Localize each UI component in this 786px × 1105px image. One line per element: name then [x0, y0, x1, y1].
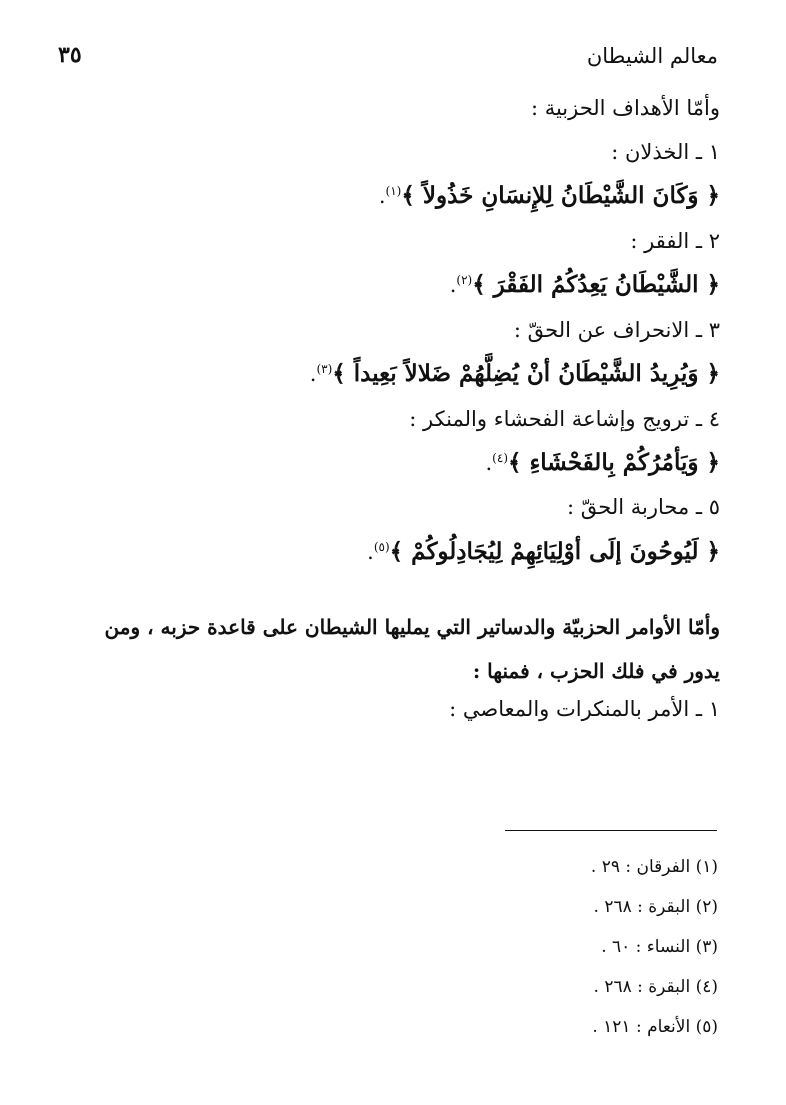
- goal-5-heading: ٥ ـ محاربة الحقّ :: [567, 495, 720, 520]
- footnote-separator: [505, 830, 717, 831]
- quran-verse: ﴿ وَكَانَ الشَّيْطَانُ لِلإِنسَانِ خَذُولاً ﴾: [401, 182, 720, 210]
- footnote-ref: (٢): [456, 273, 473, 288]
- verse-period: .: [485, 450, 493, 475]
- goal-1-heading: ١ ـ الخذلان :: [611, 140, 720, 165]
- footnote-ref: (٣): [316, 361, 333, 376]
- quran-verse: ﴿ وَيَأمُرُكُمْ بِالفَحْشَاءِ ﴾: [508, 448, 720, 476]
- footnote-2: (٢) البقرة : ٢٦٨ .: [593, 897, 718, 917]
- footnote-ref: (١): [385, 184, 402, 199]
- goal-3-verse: [60, 360, 720, 388]
- verse-period: .: [378, 184, 386, 209]
- goal-4-heading: ٤ ـ ترويج وإشاعة الفحشاء والمنكر :: [409, 406, 720, 431]
- goal-3-heading: ٣ ـ الانحراف عن الحقّ :: [513, 317, 720, 342]
- quran-verse: ﴿ الشَّيْطَانُ يَعِدُكُمُ الفَقْرَ ﴾: [472, 271, 720, 299]
- order-1-heading: ١ ـ الأمر بالمنكرات والمعاصي :: [449, 697, 720, 722]
- footnote-1: (١) الفرقان : ٢٩ .: [590, 857, 718, 877]
- goal-5-verse: [60, 538, 720, 566]
- quran-verse: ﴿ وَيُرِيدُ الشَّيْطَانُ أنْ يُضِلَّهُمْ ضَلالاً بَعِيداً ﴾: [332, 359, 720, 387]
- orders-paragraph-line-2: يدور في فلك الحزب ، فمنها :: [472, 659, 720, 684]
- verse-period: .: [449, 273, 457, 298]
- verse-period: .: [367, 539, 374, 564]
- goal-2-verse: [60, 271, 720, 299]
- footnote-5: (٥) الأنعام : ١٢١ .: [592, 1017, 718, 1037]
- footnote-ref: (٤): [492, 450, 508, 465]
- verse-period: .: [309, 361, 317, 386]
- main-text: [60, 92, 720, 722]
- running-header-title: معالم الشيطان: [586, 44, 718, 68]
- quran-verse: ﴿ لَيُوحُونَ إلَى أوْلِيَائِهِمْ لِيُجَادِلُوكُمْ ﴾: [389, 537, 720, 565]
- page-number: ٣٥: [58, 42, 82, 68]
- footnote-ref: (٥): [373, 539, 390, 554]
- goal-1-verse: [60, 182, 720, 210]
- goal-2-heading: ٢ ـ الفقر :: [630, 228, 720, 253]
- footnote-4: (٤) البقرة : ٢٦٨ .: [593, 977, 718, 997]
- footnote-3: (٣) النساء : ٦٠ .: [601, 937, 718, 957]
- goals-intro: وأمّا الأهداف الحزبية :: [530, 96, 720, 120]
- orders-paragraph-line-1: وأمّا الأوامر الحزبيّة والدساتير التي يمليها الشيطان على قاعدة حزبه ، ومن: [104, 615, 720, 640]
- goal-4-verse: [60, 449, 720, 477]
- footnotes: [591, 855, 718, 1055]
